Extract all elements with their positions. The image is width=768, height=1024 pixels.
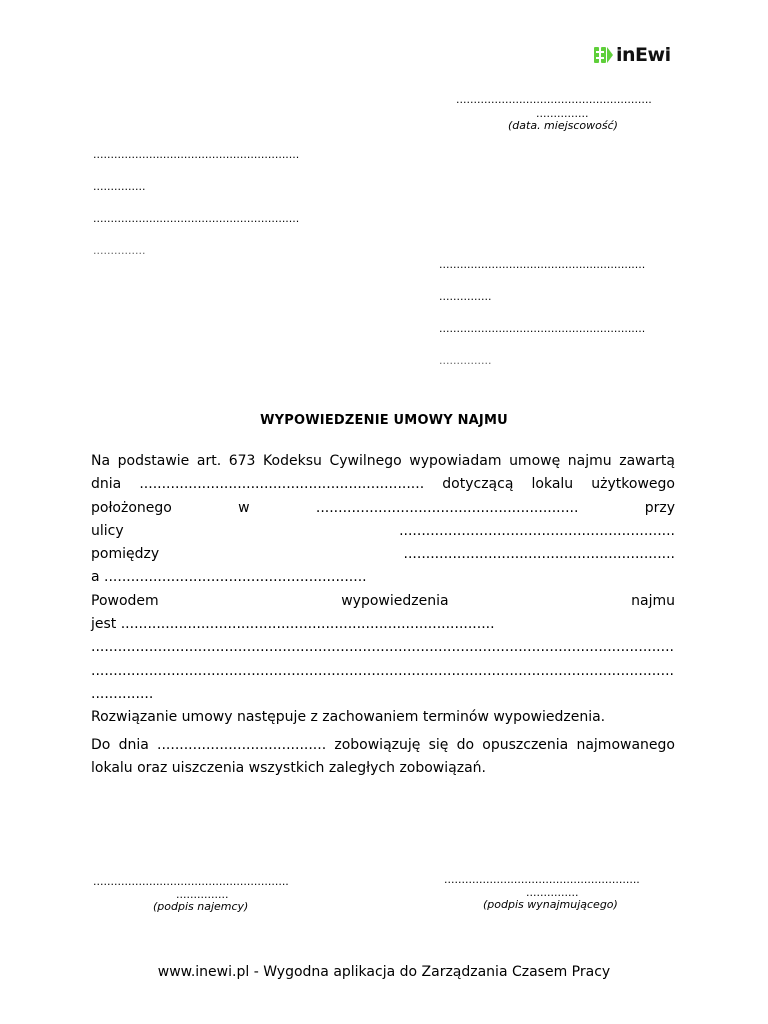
sender-line-1: ........................................................... xyxy=(93,148,300,161)
inewi-logo xyxy=(592,42,671,68)
body-word: Powodem xyxy=(91,592,159,609)
body-word: zobowiązuję xyxy=(334,736,421,753)
vacate-date-field: ...................................... xyxy=(157,736,327,753)
recipient-line-1: ........................................................... xyxy=(439,258,646,271)
location-field: ........................................................... xyxy=(315,499,579,516)
date-place-caption: (data. miejscowość) xyxy=(508,119,618,132)
recipient-line-3: ........................................................... xyxy=(439,322,646,335)
reason-line-3: .............. xyxy=(91,685,154,702)
landlord-signature-caption: (podpis wynajmującego) xyxy=(483,898,618,911)
body-word: Do xyxy=(91,736,111,753)
footer-text: www.inewi.pl - Wygodna aplikacja do Zarządzania Czasem Pracy xyxy=(157,964,611,980)
body-word: przy xyxy=(644,499,675,516)
body-word: Kodeksu xyxy=(263,453,322,469)
body-word: opuszczenia xyxy=(482,736,569,753)
document-body xyxy=(91,450,675,780)
sender-line-3: ........................................................... xyxy=(93,212,300,225)
body-word: pomiędzy xyxy=(91,546,160,563)
landlord-signature-line: ........................................................ xyxy=(444,873,640,886)
body-word: ulicy xyxy=(91,522,124,539)
body-line-6: a ........................................................... xyxy=(91,569,367,586)
contract-date-field: ................................................................ xyxy=(139,476,425,493)
body-word: Cywilnego xyxy=(329,453,402,469)
body-line-1 xyxy=(91,450,675,473)
body-word: podstawie xyxy=(117,453,190,469)
final-line-1 xyxy=(91,734,675,757)
body-word: lokalu xyxy=(531,476,574,493)
recipient-line-2: ............... xyxy=(439,290,492,303)
tenant-signature-caption: (podpis najemcy) xyxy=(153,900,249,913)
body-line-5 xyxy=(91,543,675,566)
tenant-signature-line: ........................................................ xyxy=(93,875,289,888)
body-word: dotyczącą xyxy=(442,476,514,493)
termination-sentence: Rozwiązanie umowy następuje z zachowaniem terminów wypowiedzenia. xyxy=(91,709,606,726)
street-field: .............................................................. xyxy=(399,522,675,539)
final-line-2: lokalu oraz uiszczenia wszystkich zaległych zobowiązań. xyxy=(91,759,486,776)
body-word: umowę xyxy=(509,453,561,469)
body-line-2 xyxy=(91,473,675,496)
body-word: dnia xyxy=(91,476,122,493)
body-word: najmu xyxy=(631,592,675,609)
body-word: wypowiedzenia xyxy=(341,592,449,609)
landlord-signature-line-continued: ............... xyxy=(526,886,579,899)
party-one-field: ............................................................. xyxy=(403,546,675,563)
body-word: dnia xyxy=(118,736,149,753)
reason-line-1: ................................................................................................................................... xyxy=(91,639,674,656)
body-word: najmowanego xyxy=(576,736,675,753)
body-word: użytkowego xyxy=(591,476,675,493)
inewi-logo-icon xyxy=(592,44,616,66)
body-word: wypowiadam xyxy=(409,453,502,469)
date-place-line: ........................................................ xyxy=(456,93,652,106)
body-word: się xyxy=(428,736,449,753)
body-word: 673 xyxy=(228,453,256,469)
sender-line-2: ............... xyxy=(93,180,146,193)
tenant-signature-line-continued: ............... xyxy=(176,888,229,901)
body-line-7 xyxy=(91,590,675,613)
reason-line-2: ................................................................................................................................... xyxy=(91,662,674,679)
body-word: do xyxy=(456,736,475,753)
body-word: Na xyxy=(91,453,111,469)
recipient-line-4: ............... xyxy=(439,354,492,367)
body-word: położonego xyxy=(91,499,172,516)
body-word: zawartą xyxy=(619,453,675,469)
inewi-logo-text: inEwi xyxy=(616,44,671,66)
document-title: WYPOWIEDZENIE UMOWY NAJMU xyxy=(260,413,508,428)
sender-line-4: ............... xyxy=(93,244,146,257)
body-word: w xyxy=(238,499,250,516)
body-line-4 xyxy=(91,520,675,543)
body-word: art. xyxy=(196,453,222,469)
body-line-8: jest .................................................................................... xyxy=(91,616,495,633)
date-place-line-continued: ............... xyxy=(536,107,589,120)
body-line-3 xyxy=(91,497,675,520)
body-word: najmu xyxy=(567,453,612,469)
